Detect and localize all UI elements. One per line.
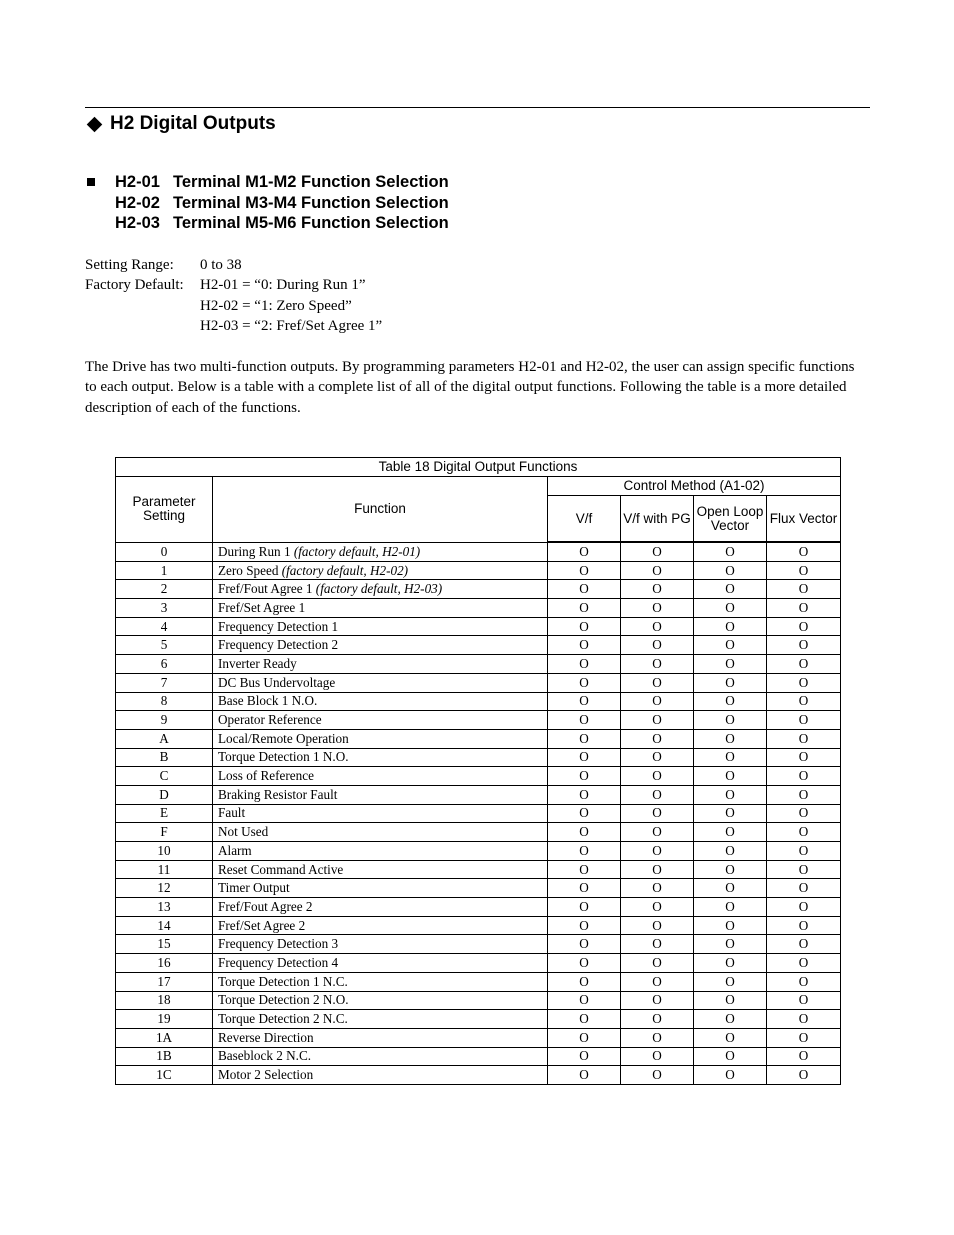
table-row bbox=[116, 879, 841, 898]
table-row bbox=[116, 580, 841, 599]
control-method-mark: O bbox=[621, 617, 694, 636]
table-row bbox=[116, 561, 841, 580]
control-method-mark: O bbox=[548, 711, 621, 730]
control-method-mark: O bbox=[621, 823, 694, 842]
function-cell bbox=[213, 692, 548, 711]
control-method-mark: O bbox=[767, 785, 841, 804]
function-name: Torque Detection 2 N.O. bbox=[218, 992, 349, 1008]
column-header-function: Function bbox=[213, 477, 548, 543]
function-cell bbox=[213, 954, 548, 973]
control-method-mark: O bbox=[767, 972, 841, 991]
control-method-mark: O bbox=[767, 748, 841, 767]
diamond-bullet-icon bbox=[87, 116, 103, 132]
control-method-mark: O bbox=[548, 916, 621, 935]
function-name: DC Bus Undervoltage bbox=[218, 674, 336, 690]
parameter-heading bbox=[87, 213, 449, 234]
parameter-title: Terminal M1-M2 Function Selection bbox=[173, 173, 449, 191]
control-method-mark: O bbox=[694, 599, 767, 618]
parameter-setting-cell: 15 bbox=[116, 935, 213, 954]
function-name: Fref/Fout Agree 2 bbox=[218, 898, 313, 914]
control-method-mark: O bbox=[621, 767, 694, 786]
function-cell bbox=[213, 711, 548, 730]
function-cell bbox=[213, 542, 548, 561]
control-method-mark: O bbox=[767, 1047, 841, 1066]
function-cell bbox=[213, 935, 548, 954]
control-method-mark: O bbox=[694, 580, 767, 599]
table-row bbox=[116, 673, 841, 692]
function-cell bbox=[213, 617, 548, 636]
table-row bbox=[116, 711, 841, 730]
function-name: Fref/Fout Agree 1 bbox=[218, 581, 313, 597]
parameter-setting-cell: 4 bbox=[116, 617, 213, 636]
control-method-mark: O bbox=[548, 935, 621, 954]
parameter-setting-cell: 9 bbox=[116, 711, 213, 730]
parameter-setting-cell: C bbox=[116, 767, 213, 786]
control-method-mark: O bbox=[621, 916, 694, 935]
parameter-setting-cell: 6 bbox=[116, 655, 213, 674]
function-cell bbox=[213, 767, 548, 786]
column-header-control-method: Control Method (A1-02) bbox=[548, 477, 841, 496]
digital-output-functions-table bbox=[115, 457, 841, 1085]
table-row bbox=[116, 1047, 841, 1066]
function-name: Torque Detection 1 N.C. bbox=[218, 973, 348, 989]
parameter-setting-cell: D bbox=[116, 785, 213, 804]
function-cell bbox=[213, 842, 548, 861]
control-method-mark: O bbox=[767, 729, 841, 748]
parameter-setting-cell: B bbox=[116, 748, 213, 767]
table-row bbox=[116, 935, 841, 954]
parameter-setting-cell: F bbox=[116, 823, 213, 842]
control-method-mark: O bbox=[621, 711, 694, 730]
control-method-mark: O bbox=[694, 954, 767, 973]
control-method-mark: O bbox=[548, 1010, 621, 1029]
parameter-title: Terminal M5-M6 Function Selection bbox=[173, 214, 449, 232]
control-method-mark: O bbox=[548, 767, 621, 786]
parameter-setting-cell: 17 bbox=[116, 972, 213, 991]
function-cell bbox=[213, 991, 548, 1010]
control-method-mark: O bbox=[767, 711, 841, 730]
control-method-mark: O bbox=[694, 916, 767, 935]
control-method-mark: O bbox=[694, 617, 767, 636]
control-method-mark: O bbox=[548, 580, 621, 599]
control-method-mark: O bbox=[548, 1047, 621, 1066]
section-title bbox=[85, 113, 276, 135]
table-row bbox=[116, 767, 841, 786]
function-name: Zero Speed bbox=[218, 562, 279, 578]
control-method-mark: O bbox=[767, 823, 841, 842]
function-name: Motor 2 Selection bbox=[218, 1067, 314, 1083]
table-row bbox=[116, 729, 841, 748]
table-row bbox=[116, 655, 841, 674]
parameter-specs bbox=[85, 255, 382, 336]
function-cell bbox=[213, 972, 548, 991]
column-header-vf: V/f bbox=[548, 496, 621, 543]
control-method-mark: O bbox=[621, 692, 694, 711]
table-row bbox=[116, 542, 841, 561]
control-method-mark: O bbox=[767, 655, 841, 674]
control-method-mark: O bbox=[548, 561, 621, 580]
control-method-mark: O bbox=[548, 636, 621, 655]
table-row bbox=[116, 804, 841, 823]
factory-default-value: H2-02 = “1: Zero Speed” bbox=[200, 297, 352, 314]
section-title-text: H2 Digital Outputs bbox=[110, 113, 276, 134]
control-method-mark: O bbox=[621, 842, 694, 861]
control-method-mark: O bbox=[621, 1028, 694, 1047]
control-method-mark: O bbox=[767, 1010, 841, 1029]
function-name: Loss of Reference bbox=[218, 768, 314, 784]
function-cell bbox=[213, 748, 548, 767]
control-method-mark: O bbox=[694, 785, 767, 804]
control-method-mark: O bbox=[621, 1047, 694, 1066]
parameter-code: H2-02 bbox=[115, 193, 160, 212]
table-row bbox=[116, 617, 841, 636]
function-cell bbox=[213, 655, 548, 674]
function-name: Base Block 1 N.O. bbox=[218, 693, 318, 709]
control-method-mark: O bbox=[548, 617, 621, 636]
control-method-mark: O bbox=[621, 785, 694, 804]
control-method-mark: O bbox=[694, 561, 767, 580]
factory-default-value: H2-01 = “0: During Run 1” bbox=[200, 277, 366, 294]
parameter-heading bbox=[87, 193, 449, 214]
control-method-mark: O bbox=[621, 636, 694, 655]
control-method-mark: O bbox=[694, 1047, 767, 1066]
column-header-parameter-setting: Parameter Setting bbox=[116, 477, 213, 543]
control-method-mark: O bbox=[694, 673, 767, 692]
control-method-mark: O bbox=[621, 561, 694, 580]
control-method-mark: O bbox=[621, 748, 694, 767]
control-method-mark: O bbox=[767, 580, 841, 599]
control-method-mark: O bbox=[548, 842, 621, 861]
parameter-setting-cell: 1C bbox=[116, 1066, 213, 1085]
parameter-setting-cell: 7 bbox=[116, 673, 213, 692]
table-row bbox=[116, 898, 841, 917]
control-method-mark: O bbox=[548, 673, 621, 692]
function-cell bbox=[213, 673, 548, 692]
column-header-flux-vector: Flux Vector bbox=[767, 496, 841, 543]
control-method-mark: O bbox=[548, 898, 621, 917]
table-row bbox=[116, 823, 841, 842]
control-method-mark: O bbox=[767, 860, 841, 879]
control-method-mark: O bbox=[548, 954, 621, 973]
function-name: Reset Command Active bbox=[218, 861, 344, 877]
header-rule bbox=[85, 107, 870, 108]
control-method-mark: O bbox=[767, 767, 841, 786]
table-row bbox=[116, 1066, 841, 1085]
function-name: Frequency Detection 3 bbox=[218, 936, 339, 952]
control-method-mark: O bbox=[694, 860, 767, 879]
function-cell bbox=[213, 916, 548, 935]
control-method-mark: O bbox=[621, 935, 694, 954]
parameter-setting-cell: 3 bbox=[116, 599, 213, 618]
control-method-mark: O bbox=[621, 804, 694, 823]
parameter-headings bbox=[87, 172, 449, 234]
function-cell bbox=[213, 636, 548, 655]
control-method-mark: O bbox=[621, 991, 694, 1010]
function-name: Torque Detection 2 N.C. bbox=[218, 1011, 348, 1027]
table-row bbox=[116, 785, 841, 804]
control-method-mark: O bbox=[548, 823, 621, 842]
table-row bbox=[116, 599, 841, 618]
function-note: (factory default, H2-03) bbox=[315, 581, 443, 597]
control-method-mark: O bbox=[694, 748, 767, 767]
parameter-setting-cell: 1B bbox=[116, 1047, 213, 1066]
control-method-mark: O bbox=[548, 972, 621, 991]
function-name: Fault bbox=[218, 805, 246, 821]
parameter-setting-cell: 13 bbox=[116, 898, 213, 917]
function-cell bbox=[213, 1066, 548, 1085]
control-method-mark: O bbox=[621, 879, 694, 898]
function-cell bbox=[213, 561, 548, 580]
control-method-mark: O bbox=[548, 599, 621, 618]
parameter-setting-cell: 19 bbox=[116, 1010, 213, 1029]
function-cell bbox=[213, 898, 548, 917]
parameter-setting-cell: A bbox=[116, 729, 213, 748]
control-method-mark: O bbox=[694, 636, 767, 655]
control-method-mark: O bbox=[548, 748, 621, 767]
column-header-vf-with-pg: V/f with PG bbox=[621, 496, 694, 543]
control-method-mark: O bbox=[767, 617, 841, 636]
setting-range-value: 0 to 38 bbox=[200, 257, 242, 273]
table-row bbox=[116, 692, 841, 711]
parameter-setting-cell: 0 bbox=[116, 542, 213, 561]
control-method-mark: O bbox=[694, 991, 767, 1010]
function-name: Baseblock 2 N.C. bbox=[218, 1048, 312, 1064]
table-row bbox=[116, 636, 841, 655]
function-name: Frequency Detection 1 bbox=[218, 618, 339, 634]
parameter-setting-cell: 8 bbox=[116, 692, 213, 711]
parameter-heading bbox=[87, 172, 449, 193]
parameter-setting-cell: 18 bbox=[116, 991, 213, 1010]
table-row bbox=[116, 916, 841, 935]
control-method-mark: O bbox=[767, 879, 841, 898]
control-method-mark: O bbox=[694, 542, 767, 561]
table-row bbox=[116, 1010, 841, 1029]
function-name: Alarm bbox=[218, 842, 252, 858]
function-name: Timer Output bbox=[218, 880, 290, 896]
table-body bbox=[116, 542, 841, 1084]
control-method-mark: O bbox=[767, 898, 841, 917]
function-cell bbox=[213, 1047, 548, 1066]
function-cell bbox=[213, 599, 548, 618]
control-method-mark: O bbox=[767, 599, 841, 618]
control-method-mark: O bbox=[694, 1010, 767, 1029]
function-name: Braking Resistor Fault bbox=[218, 786, 338, 802]
control-method-mark: O bbox=[548, 1066, 621, 1085]
control-method-mark: O bbox=[548, 655, 621, 674]
column-header-open-loop-vector: Open Loop Vector bbox=[694, 496, 767, 543]
control-method-mark: O bbox=[694, 823, 767, 842]
control-method-mark: O bbox=[767, 954, 841, 973]
control-method-mark: O bbox=[694, 879, 767, 898]
control-method-mark: O bbox=[767, 935, 841, 954]
table-row bbox=[116, 972, 841, 991]
control-method-mark: O bbox=[621, 655, 694, 674]
factory-default-label: Factory Default: bbox=[85, 277, 184, 294]
control-method-mark: O bbox=[548, 991, 621, 1010]
setting-range-label: Setting Range: bbox=[85, 257, 174, 273]
function-name: Inverter Ready bbox=[218, 655, 297, 671]
parameter-title: Terminal M3-M4 Function Selection bbox=[173, 193, 449, 212]
control-method-mark: O bbox=[767, 1066, 841, 1085]
function-cell bbox=[213, 785, 548, 804]
control-method-mark: O bbox=[548, 785, 621, 804]
control-method-mark: O bbox=[694, 767, 767, 786]
control-method-mark: O bbox=[694, 972, 767, 991]
function-name: Frequency Detection 2 bbox=[218, 637, 339, 653]
control-method-mark: O bbox=[548, 729, 621, 748]
table-row bbox=[116, 991, 841, 1010]
parameter-setting-cell: 2 bbox=[116, 580, 213, 599]
control-method-mark: O bbox=[767, 561, 841, 580]
control-method-mark: O bbox=[767, 542, 841, 561]
function-cell bbox=[213, 580, 548, 599]
control-method-mark: O bbox=[767, 636, 841, 655]
control-method-mark: O bbox=[548, 1028, 621, 1047]
control-method-mark: O bbox=[767, 1028, 841, 1047]
table-row bbox=[116, 954, 841, 973]
parameter-setting-cell: 16 bbox=[116, 954, 213, 973]
control-method-mark: O bbox=[767, 673, 841, 692]
control-method-mark: O bbox=[548, 879, 621, 898]
control-method-mark: O bbox=[548, 542, 621, 561]
function-name: Local/Remote Operation bbox=[218, 730, 349, 746]
parameter-code: H2-01 bbox=[115, 173, 160, 191]
function-name: Fref/Set Agree 2 bbox=[218, 917, 306, 933]
control-method-mark: O bbox=[621, 1010, 694, 1029]
function-cell bbox=[213, 860, 548, 879]
control-method-mark: O bbox=[621, 860, 694, 879]
parameter-setting-cell: 12 bbox=[116, 879, 213, 898]
function-cell bbox=[213, 879, 548, 898]
control-method-mark: O bbox=[548, 692, 621, 711]
table-row bbox=[116, 748, 841, 767]
function-cell bbox=[213, 804, 548, 823]
parameter-setting-cell: 5 bbox=[116, 636, 213, 655]
parameter-setting-cell: E bbox=[116, 804, 213, 823]
function-cell bbox=[213, 729, 548, 748]
function-note: (factory default, H2-02) bbox=[281, 562, 409, 578]
function-cell bbox=[213, 1028, 548, 1047]
parameter-setting-cell: 1 bbox=[116, 561, 213, 580]
control-method-mark: O bbox=[694, 935, 767, 954]
control-method-mark: O bbox=[767, 916, 841, 935]
control-method-mark: O bbox=[621, 673, 694, 692]
function-name: Not Used bbox=[218, 824, 269, 840]
function-cell bbox=[213, 1010, 548, 1029]
function-name: Fref/Set Agree 1 bbox=[218, 599, 306, 615]
function-name: Reverse Direction bbox=[218, 1029, 314, 1045]
table-row bbox=[116, 1028, 841, 1047]
control-method-mark: O bbox=[767, 804, 841, 823]
table-row bbox=[116, 860, 841, 879]
control-method-mark: O bbox=[767, 842, 841, 861]
table-caption: Table 18 Digital Output Functions bbox=[116, 458, 841, 477]
control-method-mark: O bbox=[694, 842, 767, 861]
square-bullet-icon bbox=[87, 178, 95, 186]
function-name: Frequency Detection 4 bbox=[218, 954, 339, 970]
parameter-setting-cell: 10 bbox=[116, 842, 213, 861]
control-method-mark: O bbox=[548, 804, 621, 823]
parameter-setting-cell: 11 bbox=[116, 860, 213, 879]
control-method-mark: O bbox=[621, 898, 694, 917]
control-method-mark: O bbox=[621, 580, 694, 599]
control-method-mark: O bbox=[694, 1028, 767, 1047]
parameter-code: H2-03 bbox=[115, 214, 160, 232]
function-name: During Run 1 bbox=[218, 543, 291, 559]
control-method-mark: O bbox=[694, 655, 767, 674]
function-name: Torque Detection 1 N.O. bbox=[218, 749, 349, 765]
control-method-mark: O bbox=[694, 692, 767, 711]
control-method-mark: O bbox=[694, 729, 767, 748]
intro-paragraph: The Drive has two multi-function outputs. By programming parameters H2-01 and H2-02, the user can assign specific functions to each output. Below is a table with a complete list of all of the digital output functions. Following the table is a more detailed description of each of the functions. bbox=[85, 359, 855, 416]
factory-default-value: H2-03 = “2: Fref/Set Agree 1” bbox=[200, 317, 383, 334]
control-method-mark: O bbox=[621, 1066, 694, 1085]
function-note: (factory default, H2-01) bbox=[293, 543, 421, 559]
control-method-mark: O bbox=[767, 991, 841, 1010]
control-method-mark: O bbox=[694, 804, 767, 823]
control-method-mark: O bbox=[767, 692, 841, 711]
control-method-mark: O bbox=[694, 711, 767, 730]
control-method-mark: O bbox=[621, 729, 694, 748]
parameter-setting-cell: 1A bbox=[116, 1028, 213, 1047]
control-method-mark: O bbox=[694, 1066, 767, 1085]
parameter-setting-cell: 14 bbox=[116, 916, 213, 935]
control-method-mark: O bbox=[621, 599, 694, 618]
control-method-mark: O bbox=[694, 898, 767, 917]
table-row bbox=[116, 842, 841, 861]
control-method-mark: O bbox=[548, 860, 621, 879]
control-method-mark: O bbox=[621, 954, 694, 973]
function-cell bbox=[213, 823, 548, 842]
function-name: Operator Reference bbox=[218, 712, 322, 728]
control-method-mark: O bbox=[621, 542, 694, 561]
control-method-mark: O bbox=[621, 972, 694, 991]
